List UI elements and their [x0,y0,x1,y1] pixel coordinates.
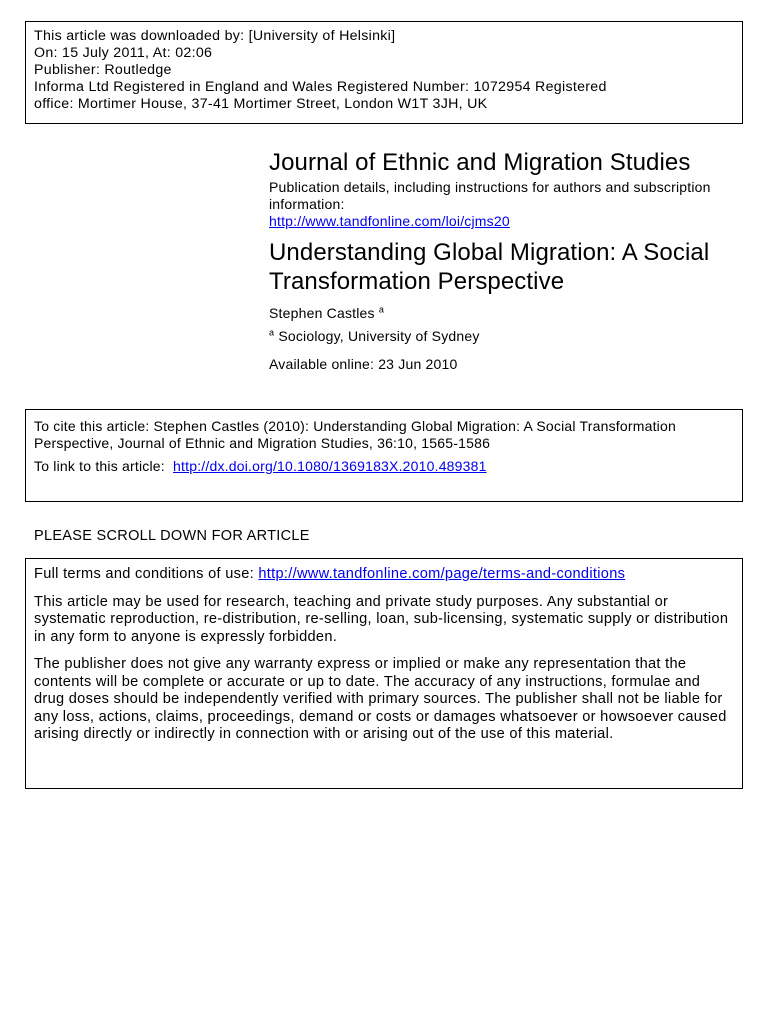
download-line-university: This article was downloaded by: [University of Helsinki] [34,28,396,44]
citation-text: To cite this article: Stephen Castles (2010): Understanding Global Migration: A Social Transformation Perspective, Journal of Ethnic and Migration Studies, 36:10, 1565-1586 [34,418,676,451]
journal-url-link[interactable]: http://www.tandfonline.com/loi/cjms20 [269,213,510,229]
download-line-date: On: 15 July 2011, At: 02:06 [34,45,213,61]
terms-line [34,566,734,584]
affiliation-text: Sociology, University of Sydney [278,328,480,344]
terms-label: Full terms and conditions of use: [34,566,254,582]
download-line-registered: Informa Ltd Registered in England and Wales Registered Number: 1072954 Registered [34,79,607,95]
doi-link[interactable]: http://dx.doi.org/10.1080/1369183X.2010.489381 [173,458,487,474]
author-affiliation-marker: a [378,304,385,315]
download-line-publisher: Publisher: Routledge [34,62,172,78]
author-name: Stephen Castles [269,305,375,321]
terms-disclaimer-paragraph: The publisher does not give any warranty express or implied or make any representation that the contents will be complete or accurate or up to date. The accuracy of any instructions, formulae and drug doses should be independently verified with primary sources. The publisher shall not be liable for any loss, actions, claims, proceedings, demand or costs or damages whatsoever or howsoever caused arising directly or indirectly in connection with or arising out of the use of this material. [34,656,727,742]
terms-usage-paragraph: This article may be used for research, teaching and private study purposes. Any substantial or systematic reproduction, re-distribution, re-selling, loan, sub-licensing, systematic supply or distribution in any form to anyone is expressly forbidden. [34,593,729,645]
available-online-date: Available online: 23 Jun 2010 [269,356,458,372]
download-line-office: office: Mortimer House, 37-41 Mortimer Street, London W1T 3JH, UK [34,96,488,112]
article-link-label: To link to this article: [34,458,165,474]
terms-box [25,558,743,789]
article-header [269,148,749,373]
affiliation-line [269,328,749,345]
download-info-box [25,21,743,124]
publication-details [269,179,749,230]
affiliation-marker: a [269,327,275,338]
citation-box [25,409,743,502]
journal-title: Journal of Ethnic and Migration Studies [269,149,691,176]
publication-details-text: Publication details, including instructions for authors and subscription information: [269,179,711,212]
article-link-row [34,458,734,475]
author-line [269,305,749,322]
scroll-notice: PLEASE SCROLL DOWN FOR ARTICLE [34,528,310,544]
article-title: Understanding Global Migration: A Social Transformation Perspective [269,239,710,295]
terms-url-link[interactable]: http://www.tandfonline.com/page/terms-and-conditions [258,566,626,582]
